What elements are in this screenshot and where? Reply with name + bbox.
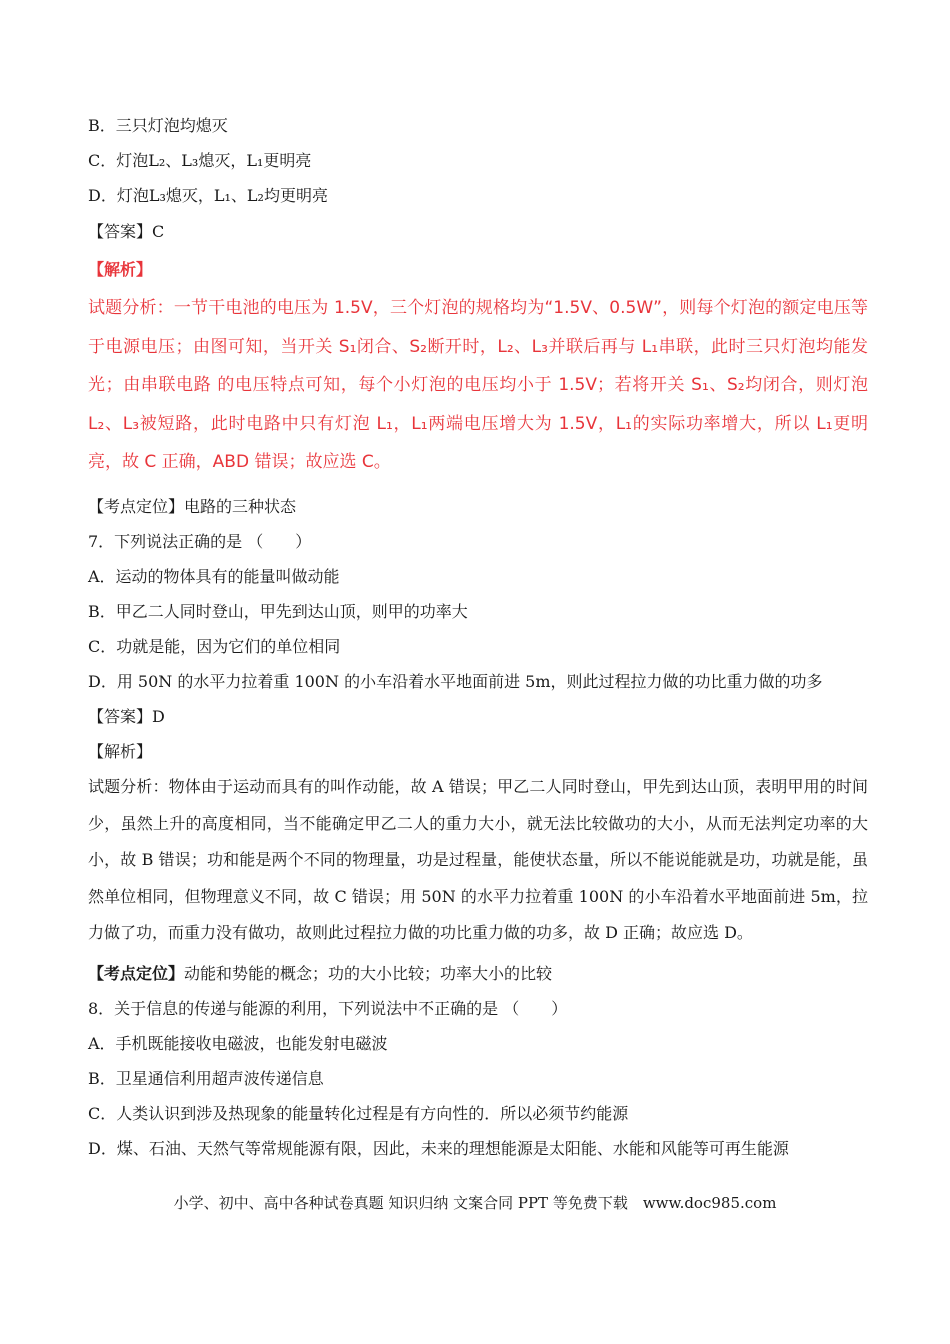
q6-option-d: D．灯泡L₃熄灭，L₁、L₂均更明亮: [88, 186, 328, 205]
q6-option-c: C．灯泡L₂、L₃熄灭，L₁更明亮: [88, 151, 312, 170]
q7-analysis-text: 试题分析：物体由于运动而具有的叫作动能，故 A 错误；甲乙二人同时登山，甲先到达山顶，表明甲用的时间少，虽然上升的高度相同，当不能确定甲乙二人的重力大小，就无法比较做功的大小，从而无法判定功率的大小，故 B 错误；功和能是两个不同的物理量，功是过程量，能使状态量，所以不能说能就是功，功就是能，虽然单位相同，但物理意义不同，故 C 错误；用 50N 的水平力拉着重 100N 的小车沿着水平地面前进 5m，拉力做了功，而重力没有做功，故则此过程拉力做的功比重力做的功多，故 D 正确；故应选 D。: [88, 777, 868, 943]
q8-option-d: D．煤、石油、天然气等常规能源有限，因此，未来的理想能源是太阳能、水能和风能等可再生能源: [88, 1139, 789, 1158]
q6-analysis-heading: 【解析】: [88, 260, 153, 279]
q7-option-a: A．运动的物体具有的能量叫做动能: [88, 567, 340, 586]
page-footer: 小学、初中、高中各种试卷真题 知识归纳 文案合同 PPT 等免费下载 www.doc985.com: [173, 1194, 777, 1212]
q7-topic-text: 动能和势能的概念；功的大小比较；功率大小的比较: [184, 964, 553, 983]
q7-option-c: C．功就是能，因为它们的单位相同: [88, 637, 341, 656]
q7-topic-label: 【考点定位】: [88, 964, 185, 983]
q8-option-b: B．卫星通信利用超声波传递信息: [88, 1069, 324, 1088]
q7-option-d: D．用 50N 的水平力拉着重 100N 的小车沿着水平地面前进 5m，则此过程拉力做的功比重力做的功多: [88, 672, 823, 691]
q7-analysis-heading: 【解析】: [88, 742, 153, 761]
q6-answer: 【答案】C: [88, 222, 165, 241]
q6-topic: 【考点定位】电路的三种状态: [88, 497, 297, 516]
q8-option-c: C．人类认识到涉及热现象的能量转化过程是有方向性的．所以必须节约能源: [88, 1104, 629, 1123]
q7-answer: 【答案】D: [88, 707, 165, 726]
q6-analysis-text: 试题分析：一节干电池的电压为 1.5V，三个灯泡的规格均为“1.5V、0.5W”，则每个灯泡的额定电压等于电源电压；由图可知，当开关 S₁闭合、S₂断开时，L₂、L₃并联后再与 L₁串联，此时三只灯泡均能发光；由串联电路 的电压特点可知，每个小灯泡的电压均小于 1.5V；若将开关 S₁、S₂均闭合，则灯泡 L₂、L₃被短路，此时电路中只有灯泡 L₁，L₁两端电压增大为 1.5V，L₁的实际功率增大，所以 L₁更明亮，故 C 正确，ABD 错误；故应选 C。: [88, 298, 868, 472]
q7-option-b: B．甲乙二人同时登山，甲先到达山顶，则甲的功率大: [88, 602, 468, 621]
q7-topic: [88, 964, 552, 984]
q6-option-b: B．三只灯泡均熄灭: [88, 116, 228, 135]
q8-option-a: A．手机既能接收电磁波，也能发射电磁波: [88, 1034, 388, 1053]
q8-stem: 8．关于信息的传递与能源的利用，下列说法中不正确的是 （ ）: [88, 999, 568, 1018]
q7-stem: 7．下列说法正确的是 （ ）: [88, 532, 312, 551]
